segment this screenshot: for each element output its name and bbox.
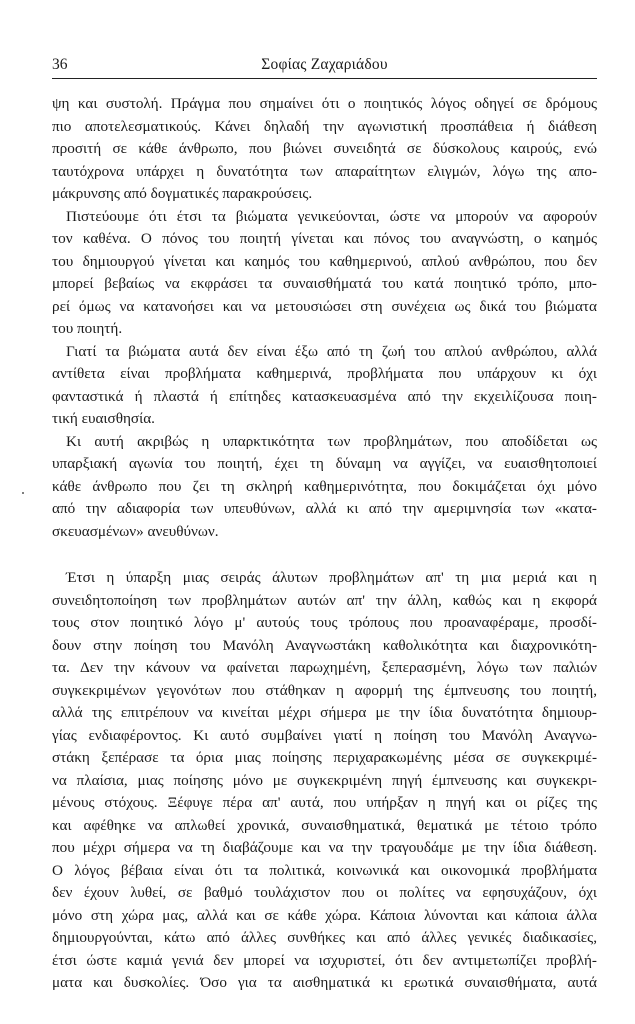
paragraph — [52, 206, 597, 341]
page-header — [52, 56, 597, 79]
paragraph — [52, 341, 597, 431]
text-line: σκευασμένων» ανευθύνων. — [52, 522, 219, 540]
section-break — [52, 543, 597, 567]
paragraph — [52, 431, 597, 544]
text-line: και αφέθηκε να απλωθεί χρονικά, συναισθηματικά, θεματικά με τέτοιο τρόπο — [52, 816, 597, 834]
text-line: φανταστικά ή πλαστά ή επίτηδες κατασκευασμένα από την εκχειλίζουσα ποιη- — [52, 387, 597, 405]
text-line: γίας ενδιαφέροντος. Κι αυτό συμβαίνει γιατί η ποίηση του Μανόλη Αναγνω- — [52, 726, 597, 744]
margin-speck — [22, 492, 24, 494]
text-line: κάθε άνθρωπο που ζει τη σκληρή καθημερινότητα, που δοκιμάζεται όχι μόνο — [52, 477, 597, 495]
text-line: Κι αυτή ακριβώς η υπαρκτικότητα των προβλημάτων, που αποδίδεται ως — [66, 432, 597, 450]
text-line: μάκρυνσης από δογματικές παρακρούσεις. — [52, 185, 313, 202]
paragraph — [52, 567, 597, 995]
text-line: υπαρξιακή αγωνία του ποιητή, έχει τη δύναμη να αγγίζει, να ευαισθητοποιεί — [52, 455, 597, 472]
text-line: αντίθετα είναι προβλήματα καθημερινά, προβλήματα που υπάρχουν κι όχι — [52, 365, 597, 382]
page-number: 36 — [52, 56, 68, 73]
body-text — [52, 93, 597, 995]
text-line: ματα και δυσκολίες. Όσο για τα αισθηματικά κι ερωτικά συναισθήματα, αυτά — [52, 974, 597, 991]
text-line: να πλαίσια, μιας ποίησης μόνο με συγκεκριμένη πηγή έμπνευσης και συγκεκρι- — [52, 771, 597, 789]
text-line: ρεί όμως να κατανοήσει και να μετουσιώσει στη συνέχεια ως δικά του βιώματα — [52, 297, 597, 315]
text-line: Ο λόγος βέβαια είναι ότι τα πολιτικά, κοινωνικά και οικονομικά προβλήματα — [52, 861, 597, 879]
text-line: του δημιουργού γίνεται και καημός του καθημερινού, απλού ανθρώπου, που δεν — [52, 252, 597, 270]
text-line: μόνο στη χώρα μας, αλλά και σε κάθε χώρα. Κάποια λύνονται και κάποια άλλα — [52, 906, 597, 924]
text-line: αλλά της επιτρέπουν να κινείται μέχρι σήμερα με την ίδια δυνατότητα δημιουρ- — [52, 704, 597, 721]
text-line: δουν στην ποίηση του Μανόλη Αναγνωστάκη καθολικότητα και διαχρονικότη- — [52, 636, 597, 654]
text-line: Γιατί τα βιώματα αυτά δεν είναι έξω από τη ζωή του απλού ανθρώπου, αλλά — [66, 342, 597, 360]
text-line: τα. Δεν την κάνουν να φαίνεται παρωχημένη, ξεπερασμένη, λόγω των παλιών — [52, 659, 597, 676]
text-line: μπορεί βεβαίως να εκφράσει τα συναισθήματά του κατά ποιητικό τρόπο, μπο- — [52, 275, 597, 292]
text-line: Πιστεύουμε ότι έτσι τα βιώματα γενικεύονται, ώστε να μπορούν να αφορούν — [66, 207, 597, 225]
text-line: του ποιητή. — [52, 320, 123, 337]
text-line: στάκη ξεπέρασε τα όρια μιας ποίησης περιχαρακωμένης μέσα σε συγκεκριμέ- — [52, 749, 597, 766]
text-line: δεν έχουν λυθεί, σε βαθμό τουλάχιστον που οι πολίτες να εφησυχάζουν, όχι — [52, 884, 597, 901]
paragraph — [52, 93, 597, 206]
text-line: τον καθένα. Ο πόνος του ποιητή γίνεται και πόνος του αναγνώστη, ο καημός — [52, 230, 597, 247]
text-line: ταυτόχρονα υπάρχει η δυνατότητα των απαραίτητων ελιγμών, λόγω της απο- — [52, 162, 597, 180]
text-line: από την αδιαφορία των υπευθύνων, αλλά κι από την αμεριμνησία των «κατα- — [52, 500, 597, 517]
text-line: μένους στόχους. Ξέφυγε πέρα απ' αυτά, που υπήρξαν η πηγή και οι ρίζες της — [52, 794, 597, 811]
text-line: πιο αποτελεσματικούς. Κάνει δηλαδή την αγωνιστική προσπάθεια ή διάθεση — [52, 117, 597, 135]
text-line: δημιουργούνται, κάτω από άλλες συνθήκες και από άλλες γενικές διαδικασίες, — [52, 929, 597, 946]
text-line: Έτσι η ύπαρξη μιας σειράς άλυτων προβλημάτων απ' τη μια μεριά και η — [66, 569, 597, 586]
text-line: συγκεκριμένων γεγονότων που στάθηκαν η αφορμή της έμπνευσης του ποιητή, — [52, 681, 597, 699]
running-head: Σοφίας Ζαχαριάδου — [261, 56, 388, 73]
text-line: που μέχρι σήμερα να τη διαβάζουμε και να την τραγουδάμε με την ίδια διάθεση. — [52, 839, 597, 856]
text-line: τική ευαισθησία. — [52, 410, 155, 427]
text-line: συνειδητοποίηση των προβλημάτων αυτών απ' την άλλη, καθώς και η εκφορά — [52, 591, 597, 609]
text-line: ψη και συστολή. Πράγμα που σημαίνει ότι ο ποιητικός λόγος οδηγεί σε δρόμους — [52, 95, 597, 112]
text-line: τους στον ποιητικό λόγο μ' αυτούς τους τρόπους που προαναφέραμε, προσδί- — [52, 614, 597, 631]
text-line: έτσι ώστε καμιά γενιά δεν μπορεί να ισχυριστεί, ότι δεν αντιμετωπίζει προβλή- — [52, 951, 597, 969]
text-line: προσιτή σε κάθε άνθρωπο, που βιώνει συνειδητά σε δύσκολους καιρούς, ενώ — [52, 140, 597, 157]
